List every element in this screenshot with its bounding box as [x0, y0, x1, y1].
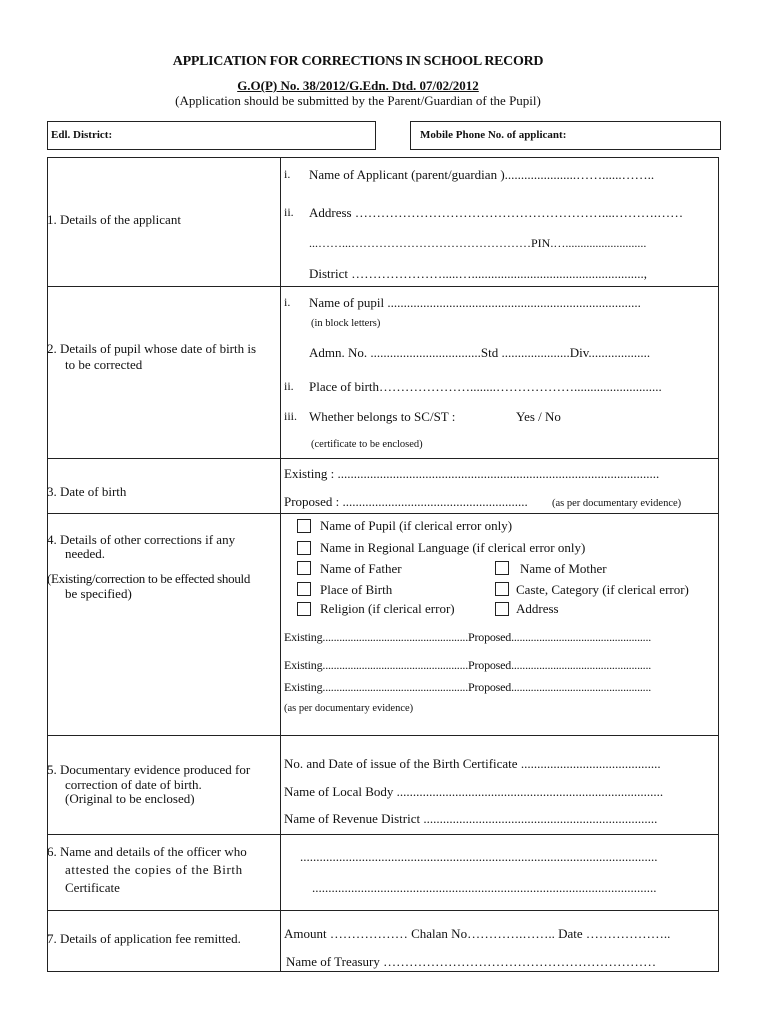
mobile-box[interactable]: [410, 121, 721, 150]
section-5-label-line3: (Original to be enclosed): [65, 791, 195, 806]
row-divider-5: [47, 834, 719, 835]
existing-proposed-row-2[interactable]: Existing....................................................Proposed..................................................: [284, 658, 652, 672]
checkbox-label-regional-name: Name in Regional Language (if clerical error only): [320, 540, 586, 555]
officer-details-line-1[interactable]: ..............................................................................................................: [300, 849, 658, 864]
existing-dob-field[interactable]: Existing : ...................................................................................................: [284, 466, 660, 481]
officer-details-line-2[interactable]: ..........................................................................................................: [312, 880, 657, 895]
row-divider-3: [47, 513, 719, 514]
s1-num-i: i.: [284, 167, 291, 181]
address-field[interactable]: Address …………………………………………………....……….……: [309, 205, 684, 220]
birth-certificate-field[interactable]: No. and Date of issue of the Birth Certificate ...........................................: [284, 756, 661, 771]
row-divider-6: [47, 910, 719, 911]
section-6-label-line1: 6. Name and details of the officer who: [47, 844, 247, 859]
address-pin-field[interactable]: ...……...………………………………………PIN.…...........................: [309, 236, 647, 250]
mobile-label: Mobile Phone No. of applicant:: [420, 129, 567, 141]
section-4-label-line3: (Existing/correction to be effected should: [47, 571, 251, 586]
checkbox-label-father-name: Name of Father: [320, 561, 402, 576]
local-body-field[interactable]: Name of Local Body ..................................................................................: [284, 784, 664, 799]
section-4-label-line2: needed.: [65, 546, 106, 561]
section-4-label-line1: 4. Details of other corrections if any: [47, 532, 236, 547]
s1-num-ii: ii.: [284, 205, 294, 219]
yes-no-option[interactable]: Yes / No: [516, 409, 561, 424]
district-box[interactable]: [47, 121, 376, 150]
section-1-label: 1. Details of the applicant: [47, 212, 181, 227]
checkbox-label-caste-category: Caste, Category (if clerical error): [516, 582, 689, 597]
section-5-label-line1: 5. Documentary evidence produced for: [47, 762, 251, 777]
fee-amount-field[interactable]: Amount ……………… Chalan No………….…….. Date ………………..: [284, 926, 671, 941]
checkbox-label-name-of-pupil: Name of Pupil (if clerical error only): [320, 518, 513, 533]
checkbox-label-place-of-birth: Place of Birth: [320, 582, 393, 597]
district-field[interactable]: District ………………….....….....................................................,: [309, 266, 647, 281]
section-2-label-line1: 2. Details of pupil whose date of birth is: [47, 341, 257, 356]
subtitle: (Application should be submitted by the Parent/Guardian of the Pupil): [175, 93, 541, 108]
block-letters-note: (in block letters): [311, 318, 381, 329]
section-6-label-line3: Certificate: [65, 880, 120, 895]
checkbox-label-address: Address: [516, 601, 559, 616]
pupil-name-field[interactable]: Name of pupil ..............................................................................: [309, 295, 641, 310]
place-of-birth-field[interactable]: Place of birth…………………........………………...........................: [309, 379, 662, 394]
admission-field[interactable]: Admn. No. ..................................Std .....................Div...................: [309, 345, 651, 360]
checkbox-name-of-pupil[interactable]: [297, 519, 311, 533]
checkbox-label-mother-name: Name of Mother: [520, 561, 607, 576]
column-divider: [280, 158, 281, 971]
revenue-district-field[interactable]: Name of Revenue District ........................................................................: [284, 811, 658, 826]
existing-proposed-row-3[interactable]: Existing....................................................Proposed..................................................: [284, 680, 652, 694]
s2-num-i: i.: [284, 295, 291, 309]
checkbox-regional-name[interactable]: [297, 541, 311, 555]
section-7-label: 7. Details of application fee remitted.: [47, 931, 241, 946]
treasury-field[interactable]: Name of Treasury ………………………………………………………: [286, 954, 657, 969]
checkbox-address[interactable]: [495, 602, 509, 616]
row-divider-1: [47, 286, 719, 287]
section-3-label: 3. Date of birth: [47, 484, 127, 499]
checkbox-father-name[interactable]: [297, 561, 311, 575]
district-label: Edl. District:: [51, 129, 113, 141]
existing-proposed-row-1[interactable]: Existing....................................................Proposed..................................................: [284, 630, 652, 644]
section-4-label-line4: be specified): [65, 586, 132, 601]
proposed-dob-note: (as per documentary evidence): [552, 498, 682, 509]
proposed-dob-field[interactable]: Proposed : .........................................................: [284, 494, 528, 509]
row-divider-2: [47, 458, 719, 459]
checkbox-mother-name[interactable]: [495, 561, 509, 575]
sc-st-label: Whether belongs to SC/ST :: [309, 409, 456, 424]
section-2-label-line2: to be corrected: [65, 357, 143, 372]
checkbox-label-religion: Religion (if clerical error): [320, 601, 455, 616]
section-4-note: (as per documentary evidence): [284, 703, 414, 714]
s2-num-ii: ii.: [284, 379, 294, 393]
section-6-label-line2: attested the copies of the Birth: [65, 862, 243, 877]
checkbox-caste-category[interactable]: [495, 582, 509, 596]
checkbox-religion[interactable]: [297, 602, 311, 616]
section-5-label-line2: correction of date of birth.: [65, 777, 202, 792]
s2-num-iii: iii.: [284, 409, 298, 423]
page-title: APPLICATION FOR CORRECTIONS IN SCHOOL RECORD: [172, 54, 544, 69]
row-divider-4: [47, 735, 719, 736]
go-reference: G.O(P) No. 38/2012/G.Edn. Dtd. 07/02/2012: [237, 78, 479, 93]
applicant-name-field[interactable]: Name of Applicant (parent/guardian )......................……......……..: [309, 167, 655, 182]
certificate-note: (certificate to be enclosed): [311, 439, 423, 450]
checkbox-place-of-birth[interactable]: [297, 582, 311, 596]
